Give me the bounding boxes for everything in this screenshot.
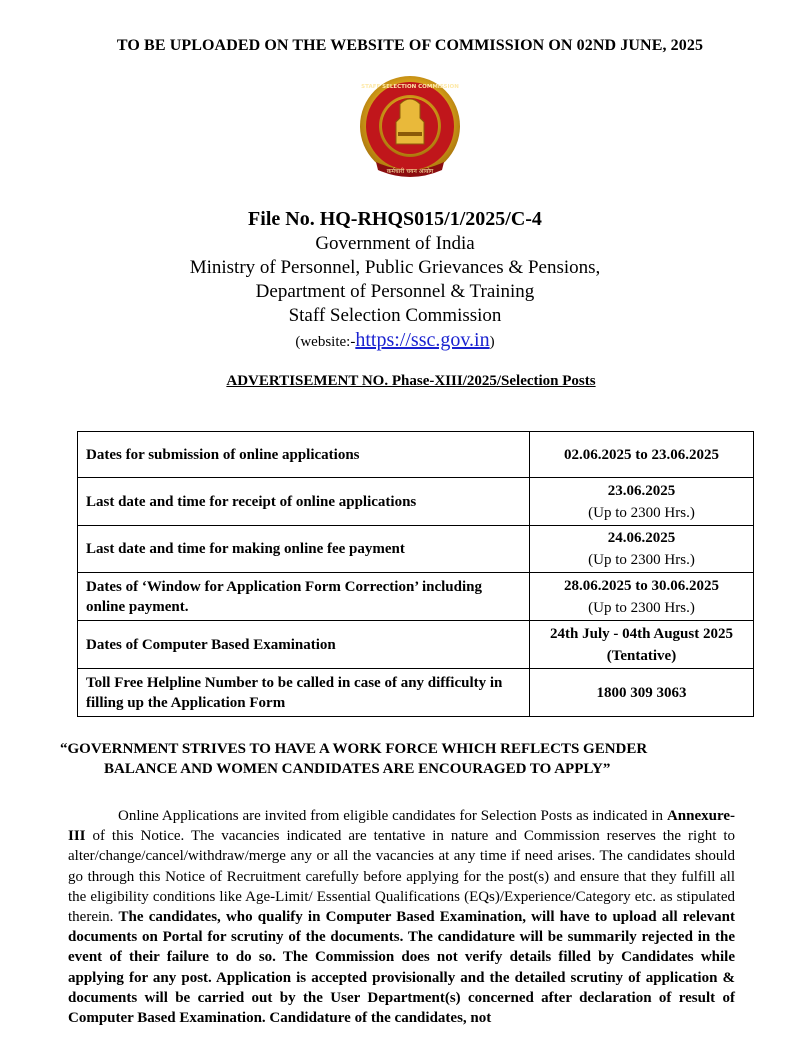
row-value-main: 24.06.2025 — [607, 530, 676, 546]
row-label: Toll Free Helpline Number to be called in case of any difficulty in filling up the Application Form — [78, 669, 530, 717]
row-value-sub: (Up to 2300 Hrs.) — [588, 599, 695, 616]
website-suffix: ) — [489, 334, 495, 350]
important-dates-table — [77, 431, 754, 717]
row-value-sub: (Tentative) — [606, 647, 677, 664]
paragraph-intro: Online Applications are invited from eligible candidates for Selection Posts as indicated in — [118, 808, 667, 824]
row-label: Last date and time for making online fee payment — [78, 526, 530, 573]
table-row — [78, 478, 754, 526]
row-value — [530, 432, 754, 478]
row-value-sub: (Up to 2300 Hrs.) — [588, 552, 695, 568]
website-prefix: (website:- — [295, 334, 356, 350]
table-row — [78, 526, 754, 573]
ssc-emblem-icon — [354, 74, 466, 186]
instructions-paragraph — [68, 806, 735, 1028]
table-row — [78, 573, 754, 621]
emblem-ring-text: STAFF SELECTION COMMISSION — [361, 84, 459, 90]
issuing-authority — [0, 206, 790, 354]
file-number: File No. HQ-RHQS015/1/2025/C-4 — [248, 208, 542, 230]
row-value — [530, 669, 754, 717]
gender-balance-slogan — [60, 739, 760, 779]
row-label: Last date and time for receipt of online applications — [78, 478, 530, 526]
lion-capital-shape — [396, 99, 424, 144]
table-row — [78, 621, 754, 669]
row-label: Dates of Computer Based Examination — [78, 621, 530, 669]
upload-notice: TO BE UPLOADED ON THE WEBSITE OF COMMISSION ON 02ND JUNE, 2025 — [116, 37, 704, 54]
website-link[interactable]: https://ssc.gov.in — [355, 329, 490, 351]
row-label: Dates of ‘Window for Application Form Correction’ including online payment. — [78, 573, 530, 621]
advertisement-number: ADVERTISEMENT NO. Phase-XIII/2025/Selection Posts — [226, 373, 596, 389]
table-row — [78, 432, 754, 478]
paragraph-bold-conditions: The candidates, who qualify in Computer Based Examination, will have to upload all relevant documents on Portal for scrutiny of the documents. The candidature will be summarily rejected in the event of their failure to do so. The Commission does not verify details filled by Candidates while applying for any post. Application is accepted provisionally and the detailed scrutiny of application & documents will be carried out by the User Department(s) concerned after declaration of result of Computer Based Examination. Candidature of the candidates, not — [68, 909, 735, 1027]
row-value-sub: (Up to 2300 Hrs.) — [588, 504, 695, 521]
annexure-reference: Annexure-III — [68, 808, 735, 845]
row-value-main: 23.06.2025 — [607, 482, 676, 499]
table-row — [78, 669, 754, 717]
row-value — [530, 573, 754, 621]
slogan-line-2: BALANCE AND WOMEN CANDIDATES ARE ENCOURAGED TO APPLY” — [104, 761, 611, 777]
row-value — [530, 621, 754, 669]
department-line: Department of Personnel & Training — [255, 281, 535, 302]
emblem-bottom-text: कर्मचारी चयन आयोग — [386, 168, 434, 175]
paragraph-middle: of this Notice. The vacancies indicated are tentative in nature and Commission reserves the right to alter/change/cancel/withdraw/merge any or all the vacancies at any time if need arises. The candidates should go through this Notice of Recruitment carefully before applying for the post(s) and ensure that they fulfill all the eligibility conditions like Age-Limit/ Essential Qualifications (EQs)/Experience/Category etc. as stipulated therein. — [68, 828, 735, 926]
row-value-main: 1800 309 3063 — [596, 684, 687, 701]
slogan-line-1: “GOVERNMENT STRIVES TO HAVE A WORK FORCE WHICH REFLECTS GENDER — [60, 741, 648, 757]
website-line — [0, 328, 790, 354]
row-label: Dates for submission of online applications — [78, 432, 530, 478]
row-value — [530, 478, 754, 526]
government-line: Government of India — [315, 233, 475, 254]
commission-line: Staff Selection Commission — [288, 305, 502, 326]
ministry-line: Ministry of Personnel, Public Grievances & Pensions, — [189, 257, 601, 278]
row-value — [530, 526, 754, 573]
row-value-main: 24th July - 04th August 2025 — [550, 625, 733, 642]
row-value-main: 28.06.2025 to 30.06.2025 — [564, 577, 719, 594]
row-value-main: 02.06.2025 to 23.06.2025 — [564, 446, 719, 463]
